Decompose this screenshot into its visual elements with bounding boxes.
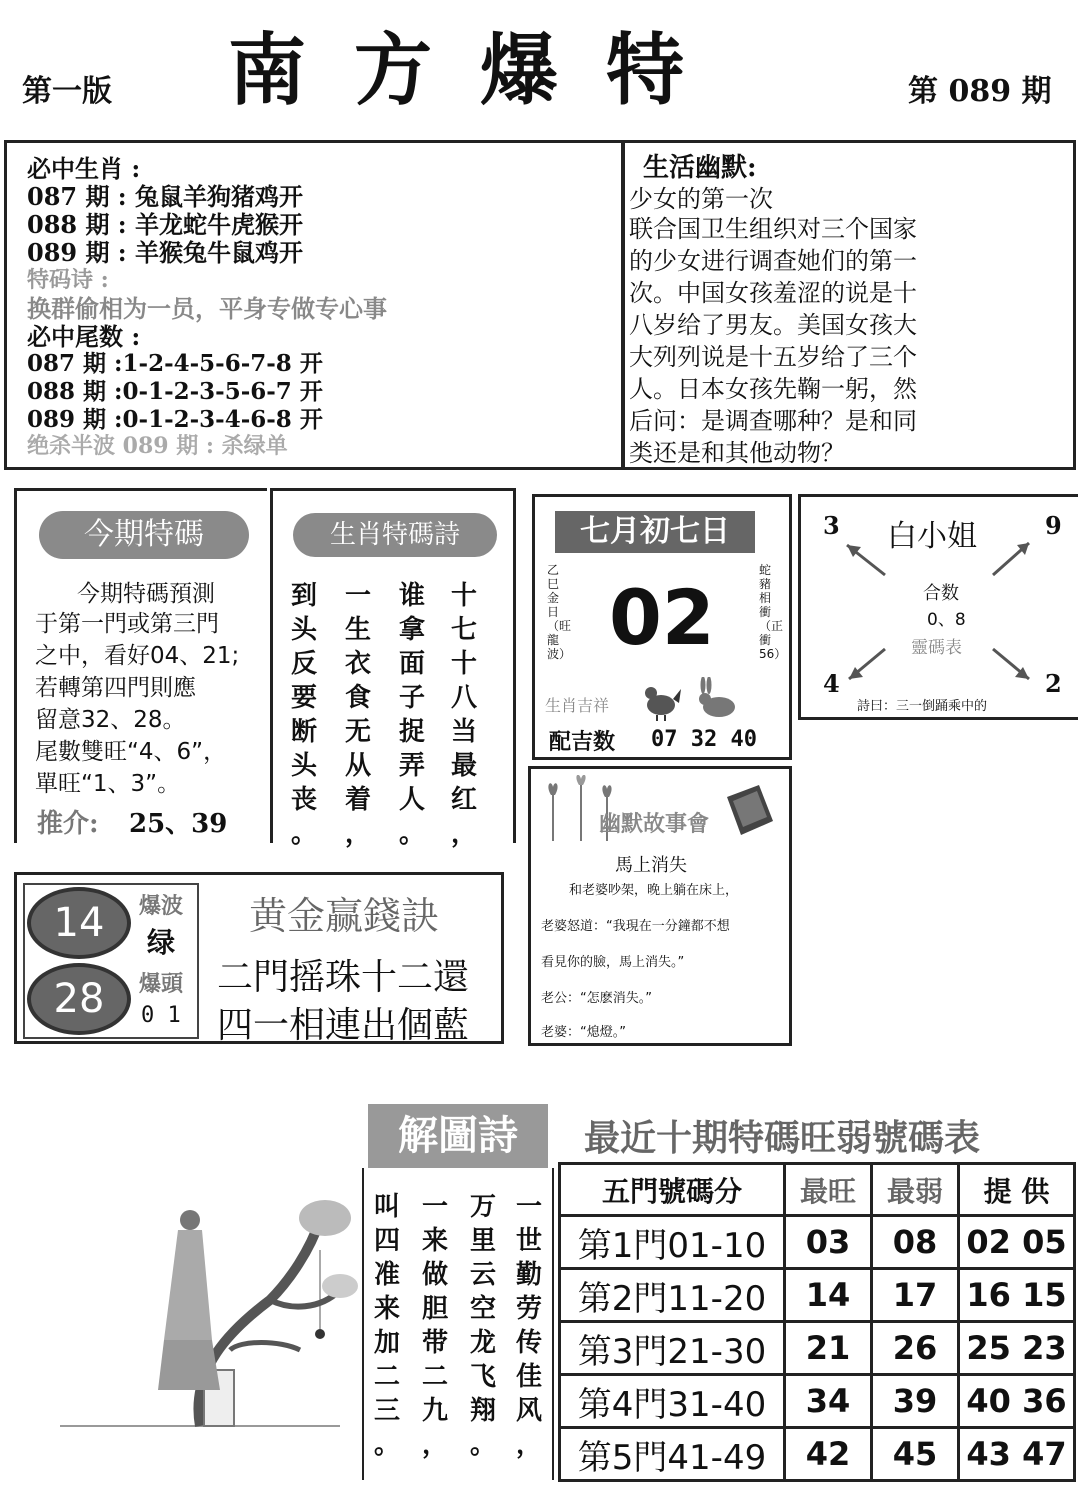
calendar-box [532,494,792,760]
table-cell: 26 [872,1322,959,1375]
poem-char: 断 [291,717,318,747]
story-box [528,766,792,1046]
decode-poem-label: 解圖詩 [368,1104,548,1168]
poem-char: 空 [470,1294,497,1324]
number-table [558,1162,1076,1482]
poem-char: 无 [345,717,372,747]
number-top-right: 9 [1045,511,1062,540]
humor-line-7: 后问：是调查哪种？是和同 [629,407,917,435]
gold-box [14,872,504,1044]
poem-char: 。 [374,1430,401,1460]
table-cell: 39 [872,1375,959,1428]
miss-bai-poem: 詩曰：三一倒踊乘中的 [857,699,988,714]
humor-line-1: 联合国卫生组织对三个国家 [629,215,917,243]
zodiac-box [4,140,624,470]
zodiac-poem-col-3 [399,579,425,851]
poem-char: 最 [451,751,478,781]
poem-char: 生 [345,615,372,645]
table-cell: 第3門21-30 [560,1322,785,1375]
special-code-line-7: 單旺“1、3”。 [35,771,181,797]
special-code-pill: 今期特碼 [39,511,249,559]
sum-label: 合数 [923,583,959,604]
poem-char: 来 [374,1294,401,1324]
poem-char: 胆 [422,1294,449,1324]
poem-char: 龙 [470,1328,497,1358]
table-cell: 40 36 [959,1375,1075,1428]
table-row [560,1216,1075,1269]
tail-row-1: 087 期 :1-2-4-5-6-7-8 开 [27,350,323,377]
poem-char: 云 [470,1260,497,1290]
tag-burst-head-value: 0 1 [141,1003,181,1028]
table-cell: 43 47 [959,1428,1075,1481]
table-cell: 第5門41-49 [560,1428,785,1481]
special-code-line-6: 尾數雙旺“4、6”， [35,739,227,765]
poem-char: 食 [345,683,372,713]
hot-number-2: 28 [27,963,131,1035]
poem-char: 传 [516,1328,543,1358]
humor-line-3: 次。中国女孩羞涩的说是十 [629,279,917,307]
humor-line-2: 的少女进行调查她们的第一 [629,247,917,275]
humor-line-8: 类还是和其他动物？ [629,439,845,467]
miss-bai-title: 白小姐 [887,519,977,554]
poem-char: 里 [470,1226,497,1256]
special-code-line-3: 之中，看好04、21; [35,643,240,669]
poem-char: 来 [422,1226,449,1256]
decode-poem-col-1 [374,1190,400,1462]
poem-char: 一 [516,1192,543,1222]
table-header-hottest: 最旺 [785,1164,872,1216]
poem-char: 弄 [399,751,426,781]
decode-poem-col-2 [422,1190,448,1462]
poem-char: 。 [399,819,426,849]
poem-char: 飞 [470,1362,497,1392]
poem-char: 十 [451,581,478,611]
table-cell: 25 23 [959,1322,1075,1375]
zodiac-poem-col-1 [291,579,317,851]
poem-char: 捉 [399,717,426,747]
poem-char: 。 [291,819,318,849]
poem-char: 反 [291,649,318,679]
table-row [560,1375,1075,1428]
hot-number-1: 14 [27,887,131,959]
zodiac-heading: 必中生肖 : [27,154,141,183]
humor-subtitle: 少女的第一次 [629,185,773,213]
zodiac-row-3: 089 期 : 羊猴兔牛鼠鸡开 [27,238,304,267]
humor-line-4: 八岁给了男友。美国女孩大 [629,311,917,339]
special-code-line-2: 于第一門或第三門 [35,611,219,637]
humor-line-6: 人。日本女孩先鞠一躬，然 [629,375,917,403]
poem-char: 劳 [516,1294,543,1324]
poem-heading: 特码诗 : [27,267,109,293]
decode-poem-panel [362,1168,554,1480]
poem-char: 丧 [291,785,318,815]
gold-line-1: 二門摇珠十二還 [217,957,470,998]
story-line-1: 和老婆吵架，晚上躺在床上， [569,883,739,898]
edition-label: 第一版 [22,74,112,109]
poem-char: 八 [451,683,478,713]
table-cell: 45 [872,1428,959,1481]
decode-poem-col-4 [516,1190,542,1462]
story-line-2: 老婆怒道：“我現在一分鐘都不想 [541,919,730,934]
kill-line: 绝杀半波 089 期 : 杀绿单 [27,433,288,459]
poem-char: 勤 [516,1260,543,1290]
poem-char: 拿 [399,615,426,645]
poem-char: 红 [451,785,478,815]
calendar-match-label: 配吉数 [549,729,616,755]
issue-label: 第 089 期 [908,74,1052,109]
table-cell: 42 [785,1428,872,1481]
table-header-door: 五門號碼分 [560,1164,785,1216]
table-header-weakest: 最弱 [872,1164,959,1216]
poem-char: ， [451,819,478,849]
poem-char: 九 [422,1396,449,1426]
humor-box [622,140,1076,470]
gold-title: 黄金赢錢訣 [249,894,440,938]
poem-char: 一 [422,1192,449,1222]
poem-char: 翔 [470,1396,497,1426]
zodiac-poem-panel [270,488,516,849]
tail-row-2: 088 期 :0-1-2-3-5-6-7 开 [27,378,323,405]
poem-char: 叫 [374,1192,401,1222]
calendar-lucky-label: 生肖吉祥 [545,696,610,715]
poem-char: 头 [291,751,318,781]
zodiac-poem-pill: 生肖特碼詩 [293,513,497,557]
table-cell: 02 05 [959,1216,1075,1269]
poem-char: 谁 [399,581,426,611]
humor-heading: 生活幽默: [643,153,757,183]
poem-char: 二 [374,1362,401,1392]
rooster-icon [639,681,683,721]
table-cell: 第1門01-10 [560,1216,785,1269]
table-cell: 第4門31-40 [560,1375,785,1428]
story-title: 馬上消失 [615,855,687,876]
table-cell: 21 [785,1322,872,1375]
table-cell: 03 [785,1216,872,1269]
poem-char: 二 [422,1362,449,1392]
calendar-right-text: 蛇豬相衝（正衝56） [759,563,787,661]
poem-char: 头 [291,615,318,645]
calendar-date-title: 七月初七日 [555,511,755,553]
poem-char: 当 [451,717,478,747]
poem-char: ， [516,1430,543,1460]
number-bottom-left: 4 [823,669,840,698]
poem-char: 七 [451,615,478,645]
table-header-provide: 提 供 [959,1164,1075,1216]
tag-burst-wave: 爆波 [139,893,184,919]
spirit-code-text: 靈碼表 [911,638,962,658]
table-cell: 17 [872,1269,959,1322]
poem-char: 万 [470,1192,497,1222]
story-line-5: 老婆：“熄燈。” [541,1025,626,1040]
table-row [560,1428,1075,1481]
poem-char: 准 [374,1260,401,1290]
table-cell: 34 [785,1375,872,1428]
calendar-day-number: 02 [609,573,715,662]
number-bottom-right: 2 [1045,669,1062,698]
table-title: 最近十期特碼旺弱號碼表 [584,1117,981,1159]
poem-char: 子 [399,683,426,713]
poem-char: 十 [451,649,478,679]
number-top-left: 3 [823,511,840,540]
calendar-match-numbers: 07 32 40 [651,727,757,752]
special-code-panel [14,488,267,843]
poem-char: 着 [345,785,372,815]
page-title: 南方爆特 [228,25,733,116]
decode-poem-col-3 [470,1190,496,1462]
special-code-line-4: 若轉第四門則應 [35,675,196,701]
zodiac-poem-col-2 [345,579,371,851]
poem-char: 四 [374,1226,401,1256]
tail-row-3: 089 期 :0-1-2-3-4-6-8 开 [27,406,323,433]
poem-char: 要 [291,683,318,713]
story-line-4: 老公：“怎麽消失。” [541,991,652,1006]
calendar-left-text: 乙巳金日（旺龍波） [547,563,572,661]
poem-char: 带 [422,1328,449,1358]
poem-char: 佳 [516,1362,543,1392]
poem-char: 到 [291,581,318,611]
poem-char: 三 [374,1396,401,1426]
book-icon [721,781,779,839]
poem-char: 面 [399,649,426,679]
zodiac-row-1: 087 期 : 兔鼠羊狗猪鸡开 [27,182,304,211]
poem-char: 世 [516,1226,543,1256]
poem-char: 风 [516,1396,543,1426]
poem-char: 人 [399,785,426,815]
humor-line-5: 大列列说是十五岁给了三个 [629,343,917,371]
poem-char: 从 [345,751,372,781]
poem-char: 衣 [345,649,372,679]
miss-bai-box [798,494,1078,720]
poem-line: 换群偷相为一员，平身专做专心事 [27,294,387,323]
poem-char: ， [345,819,372,849]
poem-char: 一 [345,581,372,611]
table-cell: 14 [785,1269,872,1322]
poem-char: 加 [374,1328,401,1358]
rabbit-icon [693,677,743,721]
zodiac-poem-col-4 [451,579,477,851]
scholar-tree-illustration [40,1190,360,1440]
gold-line-2: 四一相連出個藍 [217,1005,470,1046]
table-row [560,1322,1075,1375]
special-code-line-1: 今期特碼預測 [77,581,215,607]
tag-burst-wave-value: 绿 [147,926,176,959]
story-heading: 幽默故事會 [599,811,710,837]
story-line-3: 看見你的臉，馬上消失。” [541,955,685,970]
poem-char: ， [422,1430,449,1460]
poem-char: 做 [422,1260,449,1290]
table-cell: 16 15 [959,1269,1075,1322]
tag-burst-head: 爆頭 [139,971,184,997]
table-cell: 08 [872,1216,959,1269]
tail-heading: 必中尾数 : [27,322,141,351]
special-code-line-5: 留意32、28。 [35,707,186,733]
recommend-value: 25、39 [129,809,228,839]
poem-char: 。 [470,1430,497,1460]
zodiac-row-2: 088 期 : 羊龙蛇牛虎猴开 [27,210,304,239]
recommend-label: 推介: [37,809,99,839]
table-row [560,1269,1075,1322]
sum-values: 0、8 [927,610,966,630]
table-cell: 第2門11-20 [560,1269,785,1322]
